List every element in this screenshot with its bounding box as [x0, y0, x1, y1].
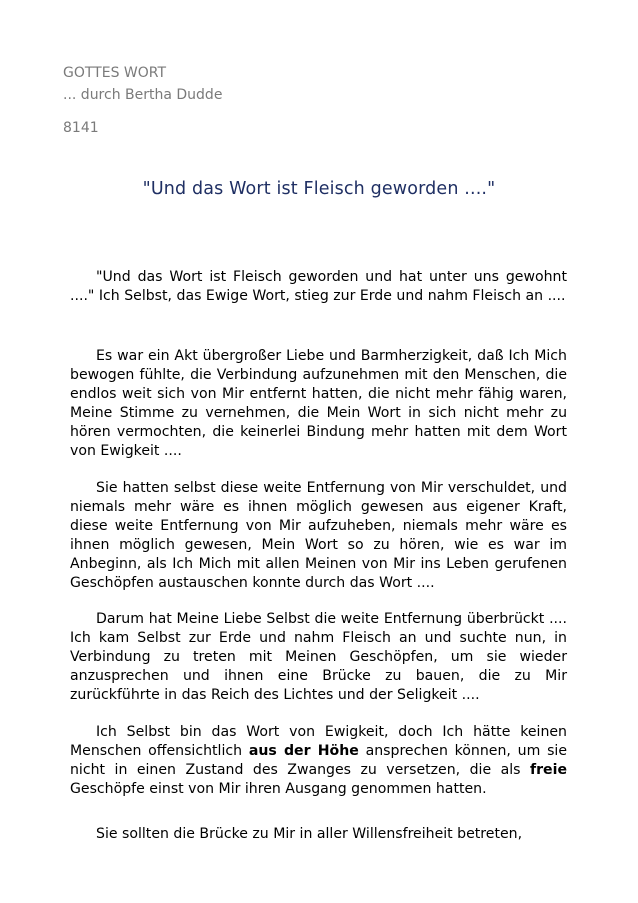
paragraph-6: Sie sollten die Brücke zu Mir in aller Willensfreiheit betreten, [96, 826, 523, 842]
paragraph-5-text-3: Geschöpfe einst von Mir ihren Ausgang genommen hatten. [70, 781, 487, 797]
emphasis-aus-der-hoehe: aus der Höhe [248, 743, 359, 759]
series-title: GOTTES WORT [63, 65, 167, 81]
author-line: ... durch Bertha Dudde [63, 87, 223, 103]
paragraph-3: Sie hatten selbst diese weite Entfernung von Mir verschuldet, und niemals mehr wäre es ihnen möglich gewesen aus eigener Kraft, diese weite Entfernung von Mir aufzuheben, niemals mehr wäre es ihnen möglich gewesen, Mein Wort so zu hören, wie es war im Anbeginn, als Ich Mich mit allen Meinen von Mir ins Leben gerufenen Geschöpfen austauschen konnte durch das Wort .... [70, 480, 567, 591]
paragraph-2: Es war ein Akt übergroßer Liebe und Barmherzigkeit, daß Ich Mich bewogen fühlte, die Verbindung aufzunehmen mit den Menschen, die endlos weit sich von Mir entfernt hatten, die nicht mehr fähig waren, Meine Stimme zu vernehmen, die Mein Wort in sich nicht mehr zu hören vermochten, die keinerlei Bindung mehr hatten mit dem Wort von Ewigkeit .... [70, 348, 567, 459]
paragraph-5 [70, 723, 567, 799]
paragraph-5-text-2: ansprechen können, um sie nicht in einen Zustand des Zwanges zu versetzen, die als [70, 743, 567, 778]
paragraph-4: Darum hat Meine Liebe Selbst die weite Entfernung überbrückt .... Ich kam Selbst zur Erde und nahm Fleisch an und suchte nun, in Verbindung zu treten mit Meinen Geschöpfen, um sie wieder anzusprechen und ihnen eine Brücke zu bauen, die zu Mir zurückführte in das Reich des Lichtes und der Seligkeit .... [70, 611, 567, 703]
document-title: "Und das Wort ist Fleisch geworden ...." [142, 179, 496, 199]
paragraph-5-text-1: Ich Selbst bin das Wort von Ewigkeit, doch Ich hätte keinen Menschen offensichtlich [70, 724, 567, 759]
emphasis-freie: freie [529, 762, 567, 778]
paragraph-1: "Und das Wort ist Fleisch geworden und hat unter uns gewohnt ...." Ich Selbst, das Ewige Wort, stieg zur Erde und nahm Fleisch an .... [70, 269, 567, 304]
message-number: 8141 [63, 120, 99, 136]
